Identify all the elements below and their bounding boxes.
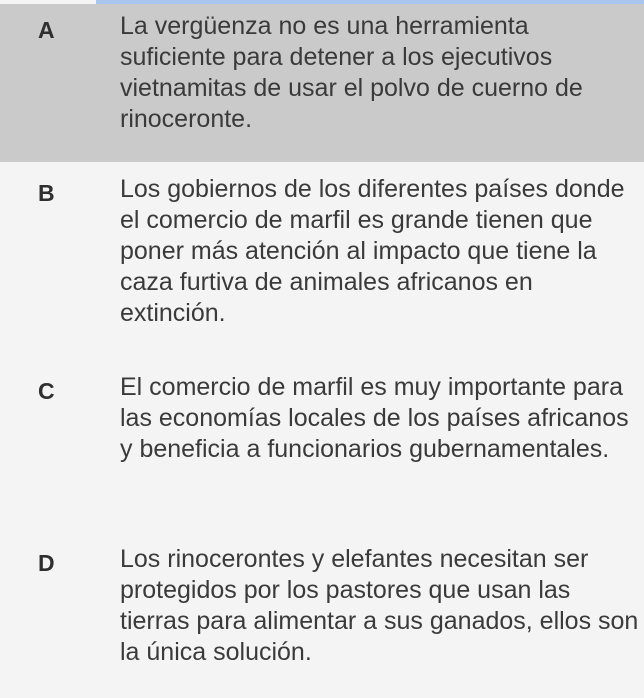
choice-text-c: El comercio de marfil es muy importante para las economías locales de los países africanos y beneficia a funcionarios gubernamentales. xyxy=(120,373,629,463)
answer-choice-a[interactable] xyxy=(0,4,644,162)
choice-text-a: La vergüenza no es una herramienta suficiente para detener a los ejecutivos vietnamitas de usar el polvo de cuerno de rinoceronte. xyxy=(120,12,583,133)
choice-letter-b: B xyxy=(38,180,55,206)
choice-text-b: Los gobiernos de los diferentes países donde el comercio de marfil es grande tienen que poner más atención al impacto que tiene la caza furtiva de animales africanos en extinción. xyxy=(120,175,625,327)
choice-letter-c: C xyxy=(38,378,55,404)
answer-choice-c[interactable] xyxy=(0,352,644,522)
answer-choice-b[interactable] xyxy=(0,162,644,352)
choice-letter-a: A xyxy=(38,17,55,43)
choice-letter-d: D xyxy=(38,550,55,576)
answer-choice-d[interactable] xyxy=(0,522,644,698)
choice-text-d: Los rinocerontes y elefantes necesitan ser protegidos por los pastores que usan las tierras para alimentar a sus ganados, ellos son la única solución. xyxy=(120,545,639,666)
